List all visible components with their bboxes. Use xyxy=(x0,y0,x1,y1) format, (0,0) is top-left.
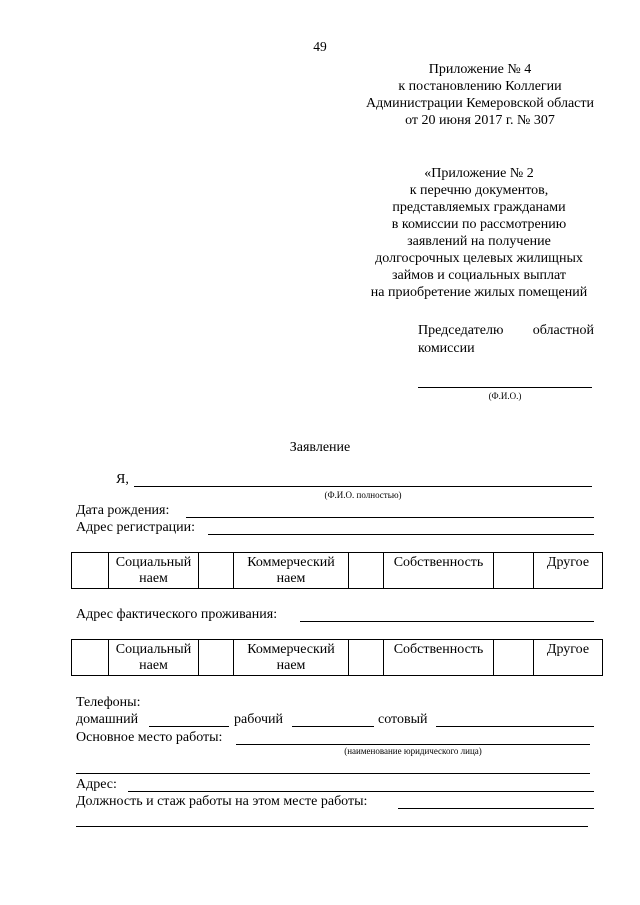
addressee-chairman: Председателю xyxy=(418,323,504,338)
page-number: 49 xyxy=(313,39,327,54)
phones-label: Телефоны: xyxy=(76,695,141,710)
work-address-field[interactable] xyxy=(128,791,594,792)
position-label: Должность и стаж работы на этом месте работы: xyxy=(76,794,368,809)
appendix-4-block xyxy=(330,61,630,129)
appendix-2-line: представляемых гражданами xyxy=(392,200,566,215)
appendix-4-line2: к постановлению Коллегии xyxy=(398,79,562,94)
checkbox-other[interactable] xyxy=(494,640,534,676)
appendix-2-line: в комиссии по рассмотрению xyxy=(391,217,567,232)
option-ownership: Собственность xyxy=(384,553,494,589)
appendix-2-line: «Приложение № 2 xyxy=(424,166,534,181)
position-field[interactable] xyxy=(398,808,594,809)
registration-address-field[interactable] xyxy=(208,534,594,535)
checkbox-commercial-rent[interactable] xyxy=(199,553,234,589)
actual-address-field[interactable] xyxy=(300,621,594,622)
i-label: Я, xyxy=(116,472,129,487)
appendix-2-line: на приобретение жилых помещений xyxy=(370,285,588,300)
addressee-fio-caption: (Ф.И.О.) xyxy=(488,391,522,401)
actual-ownership-table xyxy=(71,639,603,676)
addressee-fio-field[interactable] xyxy=(418,387,592,388)
birth-date-label: Дата рождения: xyxy=(76,503,170,518)
checkbox-social-rent[interactable] xyxy=(72,553,109,589)
position-field-continuation[interactable] xyxy=(76,826,588,827)
page-title: Заявление xyxy=(289,440,351,455)
option-ownership: Собственность xyxy=(384,640,494,676)
full-name-field[interactable] xyxy=(134,486,592,487)
actual-address-label: Адрес фактического проживания: xyxy=(76,607,278,622)
appendix-2-line: заявлений на получение xyxy=(407,234,551,249)
full-name-caption: (Ф.И.О. полностью) xyxy=(324,490,402,500)
option-commercial-rent: Коммерческий наем xyxy=(234,553,349,589)
addressee-line2: комиссии xyxy=(418,341,475,356)
work-phone-label: рабочий xyxy=(234,712,283,727)
workplace-label: Основное место работы: xyxy=(76,730,223,745)
appendix-4-line1: Приложение № 4 xyxy=(428,62,532,77)
addressee-line1 xyxy=(418,322,594,339)
appendix-2-block xyxy=(338,165,620,301)
workplace-field[interactable] xyxy=(236,744,590,745)
checkbox-commercial-rent[interactable] xyxy=(199,640,234,676)
option-commercial-rent: Коммерческий наем xyxy=(234,640,349,676)
registration-address-label: Адрес регистрации: xyxy=(76,520,196,535)
addressee-regional: областной xyxy=(532,323,594,338)
option-social-rent: Социальный наем xyxy=(109,553,199,589)
checkbox-social-rent[interactable] xyxy=(72,640,109,676)
option-other: Другое xyxy=(534,553,603,589)
appendix-2-line: долгосрочных целевых жилищных xyxy=(375,251,583,266)
checkbox-other[interactable] xyxy=(494,553,534,589)
work-address-label: Адрес: xyxy=(76,777,117,792)
option-social-rent: Социальный наем xyxy=(109,640,199,676)
birth-date-field[interactable] xyxy=(186,517,594,518)
workplace-caption: (наименование юридического лица) xyxy=(344,746,482,756)
option-other: Другое xyxy=(534,640,603,676)
appendix-2-line: займов и социальных выплат xyxy=(392,268,566,283)
appendix-2-line: к перечню документов, xyxy=(409,183,549,198)
home-phone-label: домашний xyxy=(76,712,139,727)
work-phone-field[interactable] xyxy=(292,726,374,727)
appendix-4-line4: от 20 июня 2017 г. № 307 xyxy=(405,113,555,128)
home-phone-field[interactable] xyxy=(149,726,229,727)
registration-ownership-table xyxy=(71,552,603,589)
appendix-4-line3: Администрации Кемеровской области xyxy=(366,96,594,111)
workplace-field-continuation[interactable] xyxy=(76,773,590,774)
mobile-phone-label: сотовый xyxy=(378,712,428,727)
mobile-phone-field[interactable] xyxy=(436,726,594,727)
checkbox-ownership[interactable] xyxy=(349,640,384,676)
checkbox-ownership[interactable] xyxy=(349,553,384,589)
